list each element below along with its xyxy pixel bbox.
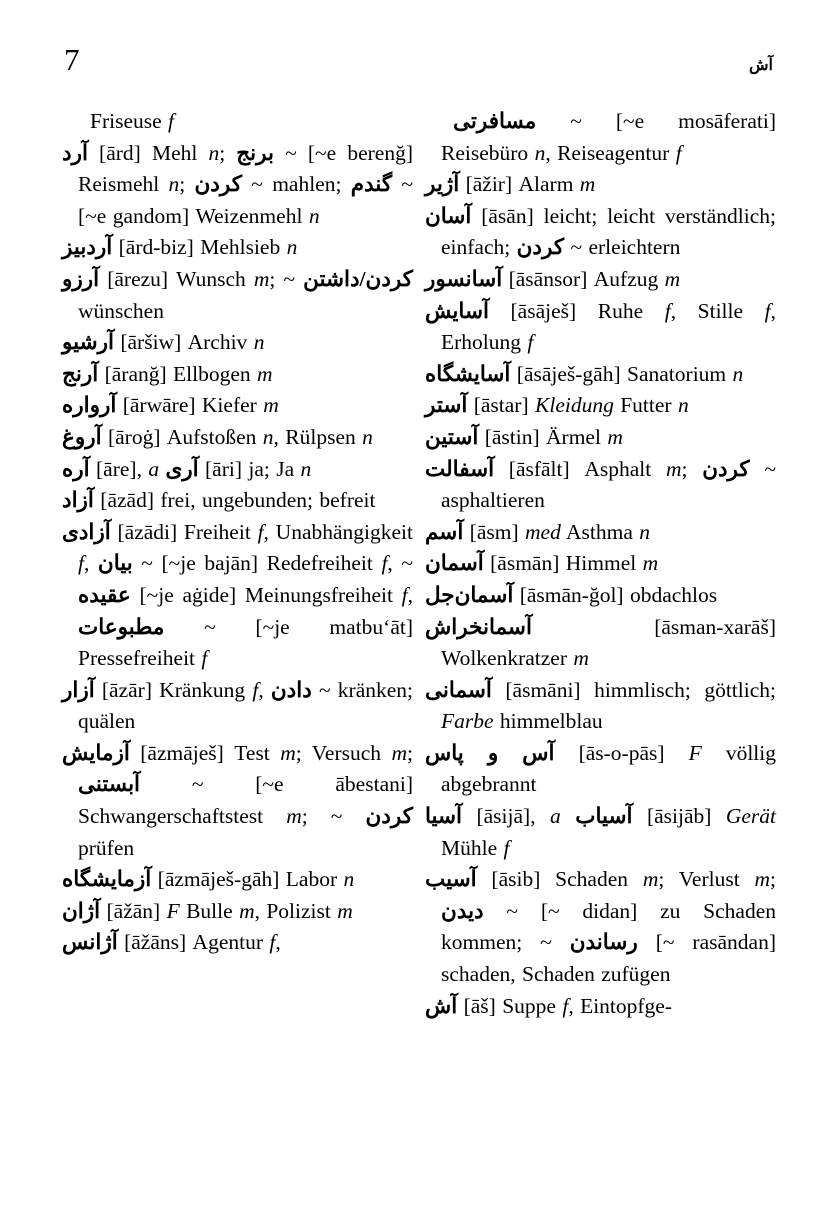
persian-text: آردبیز [62,235,113,260]
german-text: ~ [~e mosāferati] Reisebüro [441,109,776,165]
dictionary-entry [425,201,776,264]
dictionary-entry [62,485,413,517]
german-text: wünschen [78,298,164,323]
dictionary-entry [425,422,776,454]
german-text: [āžān] [100,898,167,923]
dictionary-entry [62,138,413,233]
italic-grammar-text: f [664,298,671,323]
german-text: himmelblau [493,709,603,734]
persian-text: گندم [350,172,393,197]
german-text: , [407,582,413,607]
german-text: ~ [~je matbuʻāt] Pressefreiheit [78,614,413,671]
german-text: [ārezu] Wunsch [99,266,254,291]
italic-grammar-text: m [239,898,255,923]
german-text: ~ mahlen; [241,172,351,197]
italic-grammar-text: a [148,456,160,481]
italic-grammar-text: n [253,330,265,355]
persian-text: مطبوعات [78,614,165,639]
german-text: Friseuse [90,109,169,133]
italic-grammar-text: m [664,266,681,291]
german-text: Mühle [441,835,504,860]
german-text: [āsfālt] Asphalt [494,456,666,481]
german-text: [āsman-xarāš] Wolkenkratzer [441,614,776,671]
dictionary-entry [425,580,776,612]
italic-grammar-text: f [527,330,534,355]
german-text: , Erholung [441,298,776,355]
persian-text: آبستنى [78,772,141,797]
dictionary-entry [62,106,413,138]
persian-text: برنج [236,140,275,165]
dictionary-entry [62,738,413,864]
left-column [62,106,413,1022]
persian-text: آس و پاس [425,740,555,765]
italic-grammar-text: f [269,930,276,955]
german-text: [āršiw] Archiv [113,330,254,355]
german-text: [āroġ] Aufstoßen [101,424,263,449]
italic-grammar-text: med [525,519,561,544]
german-text: [āsm] [463,519,525,544]
italic-grammar-text: f [252,677,259,702]
dictionary-entry [425,264,776,296]
dictionary-entry [62,390,413,422]
persian-text: آسیب [425,867,477,892]
italic-grammar-text: f [401,582,408,607]
persian-text: آسفالت [425,456,495,481]
german-text: [āš] Suppe [457,993,563,1018]
german-text: ~ erleichtern [564,235,681,260]
german-text: [āsāješ] Ruhe [488,298,665,323]
persian-text: آزمایش [62,740,130,765]
persian-text: آسایشگاه [425,361,511,386]
dictionary-entry [425,106,776,169]
dictionary-entry [62,264,413,327]
dictionary-entry [425,296,776,359]
german-text: [āzār] Kränkung [94,677,253,702]
dictionary-entry [425,390,776,422]
italic-grammar-text: f [201,646,208,671]
german-text: , Polizist [254,898,338,923]
persian-text: آسمانى [425,677,492,702]
dictionary-entry [425,169,776,201]
german-text: , Unabhängigkeit [263,519,414,544]
persian-text: دادن [270,677,312,702]
persian-text: آرواره [62,393,117,418]
persian-text: كردن/داشتن [303,266,413,291]
german-text: ~ [~e ābestani] Schwangerschaftstest [78,772,413,829]
italic-grammar-text: m [280,740,296,765]
persian-text: آرنج [62,361,99,386]
dictionary-entry [425,801,776,864]
german-text: ~ [~ didan] zu Schaden kommen; ~ [441,898,776,955]
persian-text: آروغ [62,424,102,449]
persian-text: كردن [194,172,242,197]
german-text: [āzād] frei, ungebunden; befreit [93,488,376,513]
dictionary-entry [62,864,413,896]
persian-text: آژیر [425,172,460,197]
italic-grammar-text: m [391,740,408,765]
german-text: ; ~ [301,804,366,829]
german-text: [āsmān] Himmel [483,551,643,576]
german-text: ; [681,456,703,481]
guide-word: آش [749,57,773,74]
german-text: , Stille [670,298,765,323]
dictionary-entry [62,517,413,675]
german-text: [ās-o-pās] [554,740,689,765]
persian-text: آستر [425,393,468,418]
italic-grammar-text: n [343,867,355,892]
page-number: 7 [64,42,80,77]
right-column [425,106,776,1022]
italic-grammar-text: m [263,393,279,418]
german-text: [āžāns] Agentur [117,930,270,955]
german-text: ~ [~e gandom] Weizenmehl [78,172,413,228]
dictionary-entry [425,359,776,391]
dictionary-entry [425,991,776,1023]
persian-text: آسیا [425,804,463,829]
italic-grammar-text: n [308,203,320,228]
german-text: [~ rasāndan] schaden, Schaden zufügen [441,930,776,987]
persian-text: آرد [62,140,88,165]
italic-grammar-text: n [732,361,744,386]
persian-text: آرشیو [62,330,114,355]
persian-text: آسم [425,519,464,544]
italic-grammar-text: f [675,140,682,165]
german-text: [ārd-biz] Mehlsieb [112,235,287,260]
persian-text: آسمان [425,551,484,576]
italic-grammar-text: Kleidung [535,393,614,418]
persian-text: كردن [365,804,413,829]
german-text: , [258,677,271,702]
german-text: ~ kränken; quälen [78,677,414,734]
german-text: , Eintopfge- [568,993,673,1018]
italic-grammar-text: f [562,993,569,1018]
german-text: [āsāješ-gāh] Sanatorium [510,361,733,386]
italic-grammar-text: m [642,551,659,576]
italic-grammar-text: F [688,740,702,765]
italic-grammar-text: n [168,172,180,197]
german-text: [āsmāni] himmlisch; göttlich; [491,677,776,702]
italic-grammar-text: m [607,424,623,449]
italic-grammar-text: m [754,867,771,892]
german-text: völlig abgebrannt [441,740,776,797]
german-text: [āsānsor] Aufzug [502,266,665,291]
german-text [561,804,575,828]
italic-grammar-text: m [253,266,270,291]
italic-grammar-text: m [286,804,302,829]
dictionary-entry [425,864,776,990]
german-text: [āri] ja; Ja [198,456,301,481]
persian-text: آره [62,456,90,481]
persian-text: دیدن [441,898,484,923]
german-text: Asthma [560,519,640,544]
german-text: [āsmān-ğol] obdachlos [513,582,718,607]
persian-text: آسان [425,203,472,228]
dictionary-entry [425,675,776,738]
german-text: [āzmāješ] Test [129,740,281,765]
italic-grammar-text: n [286,235,298,260]
italic-grammar-text: m [579,172,596,197]
persian-text: آرى [165,456,199,481]
italic-grammar-text: f [78,551,84,576]
dictionary-entry [425,612,776,675]
persian-text: آسایش [425,298,489,323]
german-text: ~ asphaltieren [441,456,776,513]
page-header [62,44,777,92]
italic-grammar-text: m [665,456,682,481]
italic-grammar-text: Gerät [725,804,777,829]
german-text: Futter [613,393,678,418]
persian-text: كردن [702,456,750,481]
dictionary-entry [62,675,413,738]
german-text: [āstar] [467,393,535,418]
dictionary-entry [62,454,413,486]
german-text: [āsān] leicht; leicht verständlich; einfach; [441,203,776,260]
dictionary-entry [62,232,413,264]
persian-text: مسافرتى [453,109,537,133]
german-text: ~ [~e berenğ] Reismehl [78,140,413,197]
persian-text: كردن [516,235,565,260]
german-text: [āstin] Ärmel [478,424,608,449]
persian-text: آژان [62,898,101,923]
dictionary-entry [62,359,413,391]
german-text: ; [770,867,776,892]
persian-text: عقیده [78,582,131,607]
dictionary-entry [62,327,413,359]
dictionary-entry [425,454,776,517]
dictionary-entry [62,927,413,959]
persian-text: آزادى [62,519,111,544]
persian-text: آسانسور [425,266,503,291]
german-text: Bulle [179,898,240,923]
german-text: [ārd] Mehl [87,140,209,165]
italic-grammar-text: n [362,424,373,449]
german-text: [āsijāb] [632,804,726,829]
german-text: , Reiseagentur [545,140,676,165]
german-text: , ~ [387,551,413,576]
german-text: , [275,930,281,955]
italic-grammar-text: n [208,140,220,165]
persian-text: آژانس [62,930,118,955]
german-text: [āre], [89,456,149,481]
italic-grammar-text: f [257,519,264,544]
german-text: [~je aġide] Meinungsfreiheit [130,582,402,607]
persian-text: آسمانخراش [425,614,532,639]
german-text: ; [219,140,237,165]
persian-text: آستین [425,424,479,449]
dictionary-entry [425,517,776,549]
persian-text: بیان [97,551,133,576]
italic-grammar-text: F [166,898,180,923]
dictionary-entry [62,896,413,928]
italic-grammar-text: n [639,519,651,544]
german-text: [āzādi] Freiheit [110,519,258,544]
italic-grammar-text: n [300,456,312,481]
persian-text: آش [425,993,458,1018]
german-text: ; Verlust [658,867,755,892]
german-text: , [83,551,98,576]
german-text: prüfen [78,835,135,860]
german-text: , Rülpsen [273,424,363,449]
italic-grammar-text: m [337,898,353,923]
german-text: [āsijā], [462,804,551,829]
german-text: ; [407,740,414,765]
italic-grammar-text: m [257,361,273,386]
dictionary-entry [425,738,776,801]
persian-text: آسیاب [575,804,633,829]
german-text: [āsib] Schaden [476,867,643,892]
italic-grammar-text: f [381,551,388,576]
italic-grammar-text: m [573,646,589,671]
italic-grammar-text: n [262,424,274,449]
italic-grammar-text: n [677,393,689,418]
italic-grammar-text: m [642,867,659,892]
persian-text: آزار [62,677,95,702]
german-text: ; Versuch [295,740,392,765]
german-text: ~ [~je bajān] Redefreiheit [132,551,382,576]
german-text: [āranğ] Ellbogen [98,361,258,386]
persian-text: آرزو [62,266,100,291]
italic-grammar-text: Farbe [441,709,494,734]
italic-grammar-text: f [503,835,510,860]
italic-grammar-text: a [550,804,561,829]
german-text: ; [179,172,195,197]
german-text: [āžir] Alarm [459,172,580,197]
italic-grammar-text: f [168,109,175,133]
persian-text: رساندن [569,930,638,955]
persian-text: آزمایشگاه [62,867,152,892]
italic-grammar-text: n [534,140,546,165]
german-text: [āzmāješ-gāh] Labor [151,867,344,892]
persian-text: آزاد [62,488,94,513]
dictionary-entry [62,422,413,454]
german-text: [ārwāre] Kiefer [116,393,264,418]
columns-container [62,106,777,1022]
italic-grammar-text: f [764,298,771,323]
dictionary-entry [425,548,776,580]
persian-text: آسمان‌جل [425,582,514,607]
german-text: ; ~ [269,266,304,291]
